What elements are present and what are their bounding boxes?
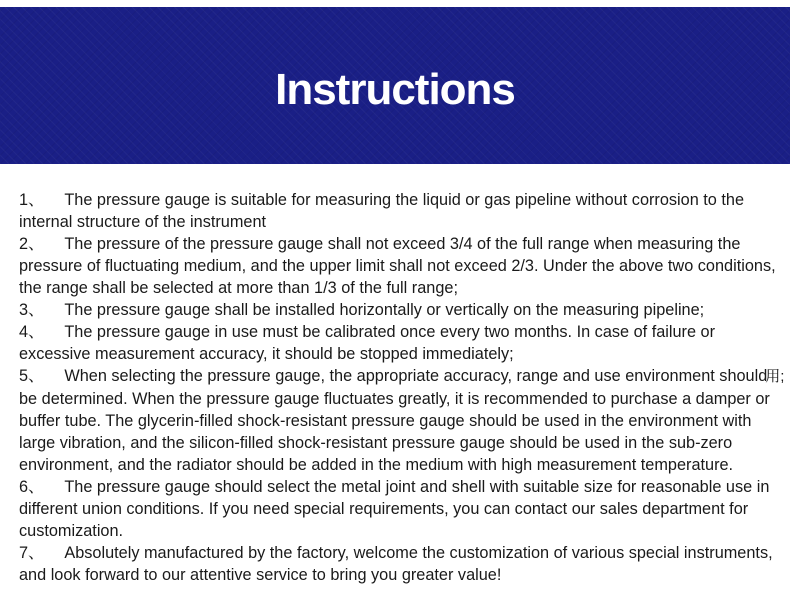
item-number: 7、: [19, 544, 45, 562]
item-number: 4、: [19, 323, 45, 341]
item-number: 6、: [19, 478, 45, 496]
item-text: The pressure gauge shall be installed horizontally or vertically on the measuring pipeline;: [64, 301, 705, 319]
header-banner: [0, 7, 790, 164]
item-text: Absolutely manufactured by the factory, welcome the customization of various special instruments, and look forward to our attentive service to bring you greater value!: [19, 544, 773, 584]
item-text: When selecting the pressure gauge, the appropriate accuracy, range and use environment should: [64, 367, 768, 385]
instruction-item-3: [19, 299, 785, 321]
item-number: 3、: [19, 301, 45, 319]
instruction-item-2: [19, 233, 785, 299]
instruction-item-5: [19, 365, 785, 476]
instruction-item-6: [19, 476, 785, 542]
item-number: 5、: [19, 367, 45, 385]
item-text: The pressure gauge should select the metal joint and shell with suitable size for reasonable use in different union conditions. If you need special requirements, you can contact our sales department for customization.: [19, 478, 770, 540]
item-number: 1、: [19, 191, 45, 209]
item-number: 2、: [19, 235, 45, 253]
instruction-item-7: [19, 542, 785, 586]
instruction-item-4: [19, 321, 785, 365]
page-title: Instructions: [275, 65, 515, 114]
item-text: The pressure gauge is suitable for measuring the liquid or gas pipeline without corrosion to the internal structure of the instrument: [19, 191, 745, 231]
item-text: The pressure gauge in use must be calibrated once every two months. In case of failure or excessive measurement accuracy, it should be stopped immediately;: [19, 323, 716, 363]
item-text-continued: be determined. When the pressure gauge fluctuates greatly, it is recommended to purchase a damper or buffer tube. The glycerin-filled shock-resistant pressure gauge should be used in the environment with large vibration, and the silicon-filled shock-resistant pressure gauge should be used in the sub-zero environment, and the radiator should be added in the medium with high measurement temperature.: [19, 390, 770, 474]
stray-characters: 用;: [765, 368, 785, 385]
item-text: The pressure of the pressure gauge shall not exceed 3/4 of the full range when measuring the pressure of fluctuating medium, and the upper limit shall not exceed 2/3. Under the above two conditions, the range shall be selected at more than 1/3 of the full range;: [19, 235, 776, 297]
instructions-list: [19, 189, 785, 586]
instruction-item-1: [19, 189, 785, 233]
